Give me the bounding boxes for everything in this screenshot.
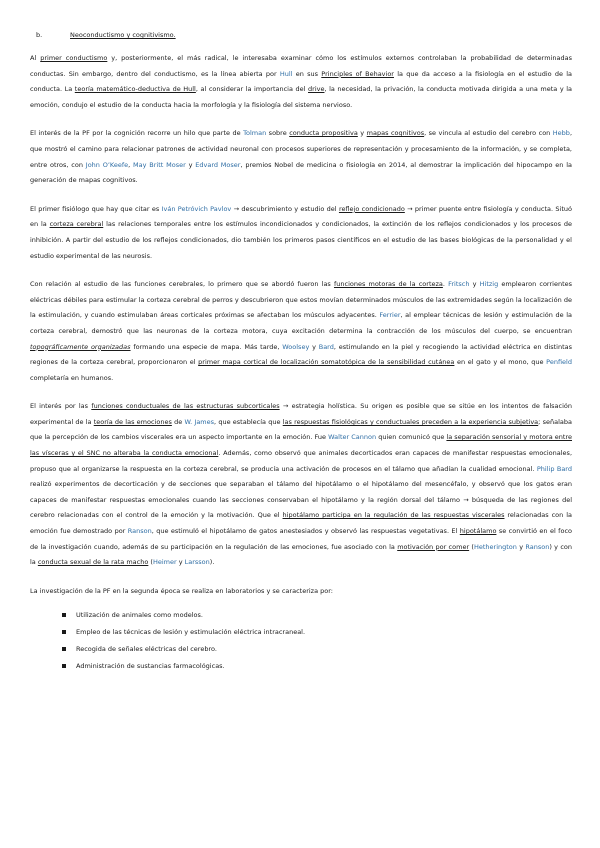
paragraph-cognition: El interés de la PF por la cognición recorre un hilo que parte de Tolman sobre conducta propositiva y mapas cognitivos, se vincula al estudio del cerebro con Hebb, que mostró el camino para relacionar patrones de actividad neuronal con procesos superiores de representación y procesamiento de la información, y se completa, entre otros, con John O’Keefe, May Britt Moser y Edvard Moser, premios Nobel de medicina o fisiología en 2014, al demostrar la implicación del hipocampo en la generación de mapas cognitivos. [30, 129, 573, 185]
underlined-term: reflejo condicionado [338, 204, 405, 213]
author-name: Woolsey [282, 342, 310, 351]
author-name: W. James [184, 417, 215, 426]
underlined-term: teoría de las emociones [93, 417, 172, 426]
paragraph-hull: Al primer conductismo y, posteriormente, el más radical, le interesaba examinar cómo los estímulos externos controlaban la probabilidad de determinadas conductas. Sin embargo, dentro del conductismo, es la línea abierta por Hull en sus Principles of Behavior la que da acceso a la fisiología en el estudio de la conducta. La teoría matemático-deductiva de Hull, al considerar la importancia del drive, la necesidad, la privación, la conducta motivada dirigida a una meta y la emoción, condujo el estudio de la conducta hacia la morfología y la fisiología del sistema nervioso. [30, 54, 573, 109]
author-name: Tolman [243, 129, 267, 138]
underlined-term: teoría matemático-deductiva de Hull [74, 85, 196, 94]
underlined-term: mapas cognitivos [366, 129, 425, 138]
author-name: May Britt Moser [133, 160, 186, 169]
list-item: Administración de sustancias farmacológicas. [76, 658, 572, 675]
section-number: b. [36, 31, 43, 39]
underlined-term: primer mapa cortical de localización somatotópica de la sensibilidad cutánea [198, 358, 455, 367]
author-name: Bard [318, 342, 334, 351]
emphasized-term: topográficamente organizadas [30, 342, 131, 351]
underlined-term: la separación sensorial y motora entre las vísceras y el SNC no alteraba la conducta emocional [30, 433, 572, 458]
author-name: Larsson [184, 558, 210, 567]
underlined-term: funciones conductuales de las estructuras subcorticales [91, 402, 280, 411]
list-item: Recogida de señales eléctricas del cerebro. [76, 641, 572, 658]
section-heading [36, 28, 572, 43]
author-name: Hetherington [473, 542, 517, 551]
author-name: Ranson [127, 527, 152, 536]
author-name: Philip Bard [536, 464, 572, 473]
underlined-term: drive [308, 85, 325, 94]
underlined-term: hipotálamo participa en la regulación de las respuestas viscerales [282, 511, 505, 520]
author-name: Ranson [525, 542, 550, 551]
author-name: Heimer [152, 558, 177, 567]
bullet-icon [62, 664, 66, 668]
underlined-term: hipotálamo [459, 527, 497, 536]
list-intro: La investigación de la PF en la segunda época se realiza en laboratorios y se caracteriza por: [30, 586, 333, 595]
author-name: John O’Keefe [85, 160, 129, 169]
underlined-term: motivación por comer [397, 542, 470, 551]
paragraph-subcortical: El interés por las funciones conductuales de las estructuras subcorticales → estrategia holística. Su origen es posible que se sitúe en los intentos de falsación experimental de la teoría de las emociones de W. James, que establecía que las respuestas fisiológicas y conductuales preceden a la experiencia subjetiva; señalaba que la percepción de los cambios viscerales era un aspecto importante en la emoción. Fue Walter Cannon quien comunicó que la separación sensorial y motora entre las vísceras y el SNC no alteraba la conducta emocional. Además, como observó que animales decorticados eran capaces de manifestar respuestas emocionales, propuso que al organizarse la respuesta en la corteza cerebral, se producía una activación de procesos en el tálamo que añadían la cualidad emocional. Philip Bard realizó experimentos de decorticación y de secciones que separaban el tálamo del hipotálamo o el hipotálamo del mesencéfalo, y observó que los gatos eran capaces de manifestar respuestas emocionales cuando las secciones conservaban el hipotálamo y la región dorsal del tálamo → búsqueda de las regiones del cerebro relacionadas con el control de la emoción y la motivación. Que el hipotálamo participa en la regulación de las respuestas viscerales relacionadas con la emoción fue demostrado por Ranson, que estimuló el hipotálamo de gatos anestesiados y observó las respuestas vegetativas. El hipotálamo se convirtió en el foco de la investigación cuando, además de su participación en la regulación de las emociones, fue asociado con la motivación por comer (Hetherington y Ranson) y con la conducta sexual de la rata macho (Heimer y Larsson). [30, 402, 573, 567]
underlined-term: primer conductismo [40, 54, 108, 62]
underlined-term: conducta sexual de la rata macho [37, 558, 149, 567]
author-name: Penfield [546, 358, 572, 367]
section-title: Neoconductismo y cognitivismo. [70, 31, 176, 39]
underlined-term: las respuestas fisiológicas y conductuales preceden a la experiencia subjetiva [282, 417, 539, 426]
underlined-term: corteza cerebral [49, 220, 104, 229]
author-name: Iván Petróvich Pavlov [161, 204, 232, 213]
author-name: Edvard Moser [195, 160, 241, 169]
underlined-term: Principles of Behavior [321, 69, 394, 78]
author-name: Hull [279, 69, 293, 78]
bullet-icon [62, 647, 66, 651]
author-name: Fritsch [448, 280, 470, 289]
bullet-icon [62, 630, 66, 634]
bullet-icon [62, 613, 66, 617]
underlined-term: funciones motoras de la corteza [333, 280, 443, 289]
author-name: Hitzig [479, 280, 499, 289]
characteristics-list [30, 607, 572, 675]
author-name: Walter Cannon [328, 433, 377, 442]
author-name: Hebb [552, 129, 570, 138]
underlined-term: conducta propositiva [289, 129, 358, 138]
paragraph-motor-cortex: Con relación al estudio de las funciones cerebrales, lo primero que se abordó fueron las funciones motoras de la corteza. Fritsch y Hitzig emplearon corrientes eléctricas débiles para estimular la corteza cerebral de perros y descubrieron que estos movían determinados músculos de las extremidades según la localización de la estimulación, y cuando estimulaban áreas corticales próximas se afectaban los músculos adyacentes. Ferrier, al emplear técnicas de lesión y estimulación de la corteza cerebral, demostró que las neuronas de la corteza motora, cuya excitación determina la contracción de los músculos del cuerpo, se encuentran topográficamente organizadas formando una especie de mapa. Más tarde, Woolsey y Bard, estimulando en la piel y recogiendo la actividad eléctrica en distintas regiones de la corteza cerebral, proporcionaron el primer mapa cortical de localización somatotópica de la sensibilidad cutánea en el gato y el mono, que Penfield completaría en humanos. [30, 280, 573, 382]
author-name: Ferrier [379, 311, 401, 320]
paragraph-pavlov: El primer fisiólogo que hay que citar es Iván Petróvich Pavlov → descubrimiento y estudio del reflejo condicionado → primer puente entre fisiología y conducta. Situó en la corteza cerebral las relaciones temporales entre los estímulos incondicionados y condicionados, la extinción de los reflejos condicionados y los procesos de inhibición. A partir del estudio de los reflejos condicionados, dio también los primeros pasos científicos en el estudio de las bases biológicas de la personalidad y el estudio experimental de las neurosis. [30, 204, 572, 260]
list-item: Empleo de las técnicas de lesión y estimulación eléctrica intracraneal. [76, 624, 572, 641]
list-item: Utilización de animales como modelos. [76, 607, 572, 624]
